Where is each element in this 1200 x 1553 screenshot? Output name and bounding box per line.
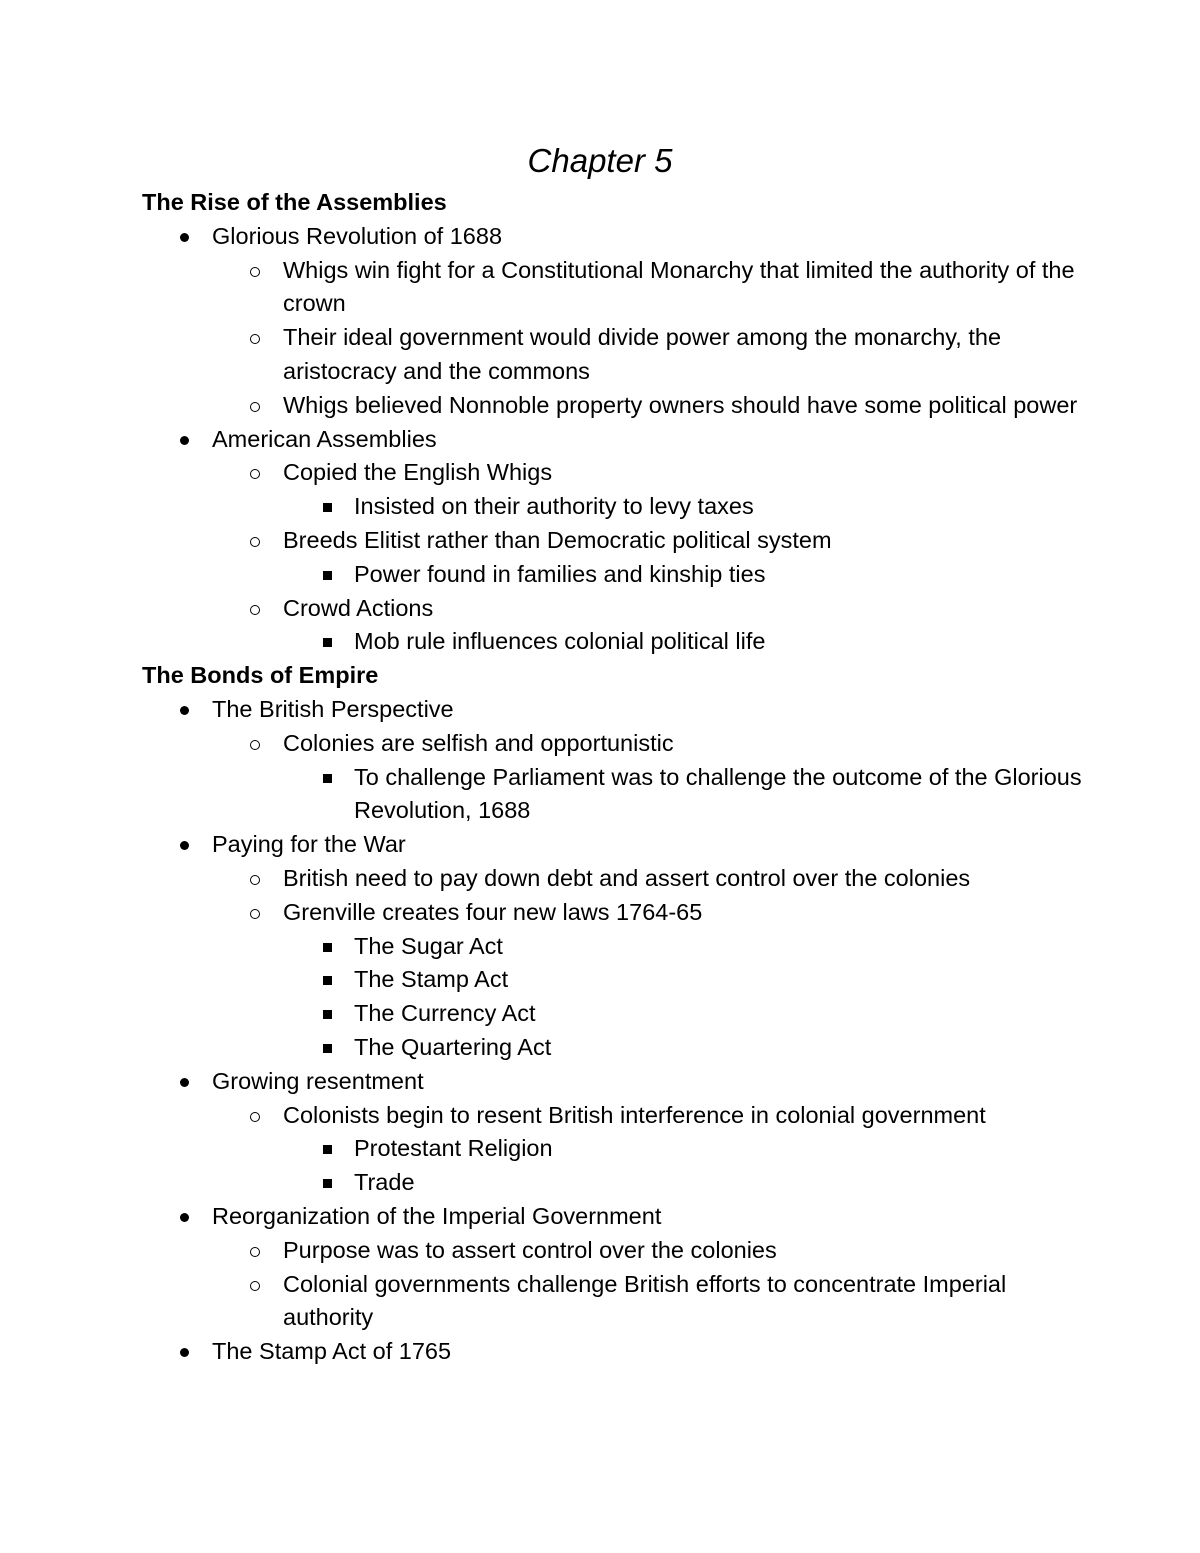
outline-subsubitem-text: To challenge Parliament was to challenge the outcome of the Glorious Revolution, 1688 [354, 763, 1082, 824]
outline-item-text: Paying for the War [212, 831, 406, 858]
square-bullet-icon [323, 1044, 332, 1053]
outline-subitem [212, 896, 1102, 1065]
outline-subsubitem-text: Insisted on their authority to levy taxes [354, 493, 754, 520]
hollow-circle-bullet-icon [250, 875, 260, 885]
hollow-circle-bullet-icon [250, 1247, 260, 1257]
hollow-circle-bullet-icon [250, 605, 260, 615]
filled-circle-bullet-icon [180, 436, 189, 445]
outline-subsubitem-text: Trade [354, 1169, 415, 1196]
outline-subitem [212, 592, 1102, 660]
document-body [142, 186, 1102, 1369]
filled-circle-bullet-icon [180, 706, 189, 715]
outline-subitem [212, 321, 1102, 389]
outline-subitem-text: Copied the English Whigs [283, 459, 553, 486]
outline-subitem [212, 862, 1102, 896]
square-bullet-icon [323, 571, 332, 580]
hollow-circle-bullet-icon [250, 537, 260, 547]
outline-subitem-text: British need to pay down debt and assert control over the colonies [283, 864, 971, 891]
outline-subsubitem-text: The Currency Act [354, 1000, 536, 1027]
filled-circle-bullet-icon [180, 841, 189, 850]
outline-subsubitem [283, 1166, 1102, 1200]
outline-subitem-text: Crowd Actions [283, 594, 434, 621]
outline-subitem [212, 524, 1102, 592]
section-heading: The Bonds of Empire [142, 662, 379, 689]
outline-subitem [212, 389, 1102, 423]
outline-subitem-text: Colonial governments challenge British efforts to concentrate Imperial authority [283, 1270, 1007, 1331]
hollow-circle-bullet-icon [250, 740, 260, 750]
square-bullet-icon [323, 943, 332, 952]
outline-subitem-text: Colonies are selfish and opportunistic [283, 729, 674, 756]
outline-subitem [212, 1099, 1102, 1200]
outline-subsublist [283, 625, 1102, 659]
outline-subitem [212, 1268, 1102, 1336]
outline-item [142, 693, 1102, 828]
outline-item [142, 1065, 1102, 1200]
outline-item [142, 220, 1102, 423]
outline-subsubitem [283, 490, 1102, 524]
outline-subitem-text: Breeds Elitist rather than Democratic political system [283, 526, 832, 553]
outline-item [142, 1335, 1102, 1369]
outline-subsubitem [283, 558, 1102, 592]
outline-subsubitem-text: Protestant Religion [354, 1135, 553, 1162]
outline-subsubitem-text: The Quartering Act [354, 1033, 552, 1060]
outline-sublist [212, 862, 1102, 1065]
outline-subsubitem-text: The Sugar Act [354, 932, 503, 959]
square-bullet-icon [323, 976, 332, 985]
outline-subsublist [283, 761, 1102, 829]
outline-sublist [212, 1099, 1102, 1200]
square-bullet-icon [323, 1179, 332, 1188]
outline-subsubitem-text: The Stamp Act [354, 966, 509, 993]
hollow-circle-bullet-icon [250, 334, 260, 344]
outline-subsubitem [283, 761, 1102, 829]
hollow-circle-bullet-icon [250, 267, 260, 277]
hollow-circle-bullet-icon [250, 909, 260, 919]
outline-item-text: American Assemblies [212, 425, 437, 452]
outline-subitem-text: Their ideal government would divide power among the monarchy, the aristocracy and the commons [283, 324, 1002, 384]
outline-subsubitem [283, 625, 1102, 659]
outline-subitem [212, 254, 1102, 322]
outline-item-text: The British Perspective [212, 695, 454, 722]
section-heading: The Rise of the Assemblies [142, 189, 447, 215]
outline-subsubitem-text: Power found in families and kinship ties [354, 560, 766, 587]
page-title: Chapter 5 [527, 142, 673, 179]
filled-circle-bullet-icon [180, 1213, 189, 1222]
outline-subitem [212, 727, 1102, 828]
hollow-circle-bullet-icon [250, 402, 260, 412]
outline-item [142, 423, 1102, 660]
hollow-circle-bullet-icon [250, 1112, 260, 1122]
outline-list [142, 220, 1102, 659]
outline-item-text: Glorious Revolution of 1688 [212, 222, 503, 249]
filled-circle-bullet-icon [180, 1078, 189, 1087]
outline-subitem-text: Purpose was to assert control over the colonies [283, 1236, 777, 1263]
outline-subsubitem [283, 1132, 1102, 1166]
outline-item [142, 1200, 1102, 1335]
filled-circle-bullet-icon [180, 233, 189, 242]
outline-subsubitem [283, 963, 1102, 997]
square-bullet-icon [323, 1145, 332, 1154]
outline-item [142, 828, 1102, 1065]
outline-subsublist [283, 1132, 1102, 1200]
square-bullet-icon [323, 638, 332, 647]
hollow-circle-bullet-icon [250, 469, 260, 479]
square-bullet-icon [323, 1010, 332, 1019]
outline-sublist [212, 727, 1102, 828]
outline-item-text: The Stamp Act of 1765 [212, 1338, 452, 1365]
outline-subitem-text: Colonists begin to resent British interference in colonial government [283, 1101, 986, 1128]
outline-subsubitem [283, 930, 1102, 964]
outline-item-text: Reorganization of the Imperial Government [212, 1202, 662, 1229]
outline-subsublist [283, 930, 1102, 1065]
outline-sublist [212, 254, 1102, 423]
square-bullet-icon [323, 503, 332, 512]
outline-subsublist [283, 490, 1102, 524]
outline-subitem [212, 456, 1102, 524]
outline-subsubitem-text: Mob rule influences colonial political life [354, 628, 766, 655]
outline-subitem-text: Grenville creates four new laws 1764-65 [283, 898, 703, 925]
outline-subitem-text: Whigs believed Nonnoble property owners should have some political power [283, 391, 1078, 418]
hollow-circle-bullet-icon [250, 1281, 260, 1291]
outline-subsublist [283, 558, 1102, 592]
outline-sublist [212, 456, 1102, 659]
outline-subitem-text: Whigs win fight for a Constitutional Monarchy that limited the authority of the crown [283, 256, 1075, 317]
outline-list [142, 693, 1102, 1369]
outline-subsubitem [283, 1031, 1102, 1065]
outline-subsubitem [283, 997, 1102, 1031]
outline-subitem [212, 1234, 1102, 1268]
outline-item-text: Growing resentment [212, 1067, 424, 1094]
outline-sublist [212, 1234, 1102, 1335]
square-bullet-icon [323, 774, 332, 783]
filled-circle-bullet-icon [180, 1348, 189, 1357]
